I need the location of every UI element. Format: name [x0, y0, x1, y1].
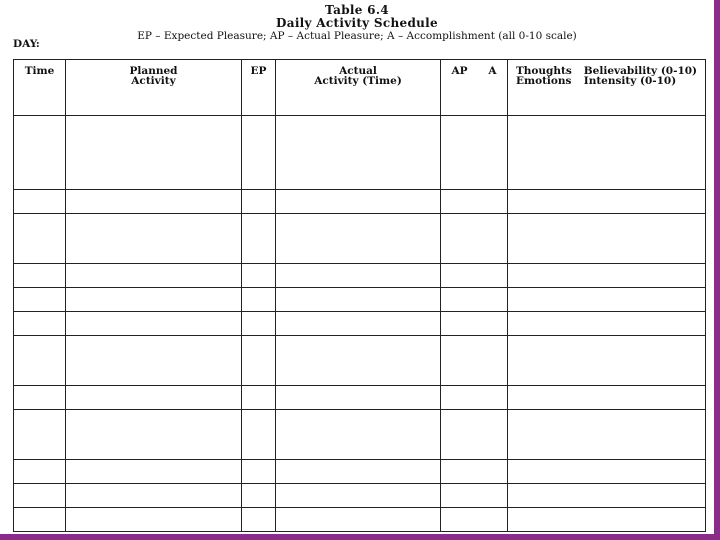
ap-a-cell	[441, 410, 508, 460]
planned-activity-cell	[66, 484, 242, 508]
time-cell	[14, 410, 66, 460]
schedule-row	[14, 214, 706, 264]
believability-header-label: Believability (0-10)	[583, 65, 698, 77]
schedule-row	[14, 190, 706, 214]
time-cell	[14, 214, 66, 264]
table-title: Table 6.4	[325, 3, 389, 17]
actual-activity-cell	[276, 508, 441, 532]
planned-activity-column-header	[66, 60, 242, 116]
actual-activity-cell	[276, 116, 441, 190]
time-cell	[14, 116, 66, 190]
thoughts-cell	[508, 386, 706, 410]
ap-a-column-header	[441, 60, 508, 116]
time-cell	[14, 288, 66, 312]
planned-activity-cell	[66, 264, 242, 288]
ap-header-label: AP	[451, 65, 468, 77]
ap-a-cell	[441, 460, 508, 484]
planned-activity-cell	[66, 460, 242, 484]
actual-activity-cell	[276, 264, 441, 288]
actual-activity-cell	[276, 214, 441, 264]
schedule-row	[14, 386, 706, 410]
actual-activity-cell	[276, 288, 441, 312]
actual-activity-cell	[276, 460, 441, 484]
activity-schedule-table	[13, 59, 706, 532]
actual-activity-cell	[276, 386, 441, 410]
thoughts-column-header	[508, 60, 706, 116]
ap-a-cell	[441, 484, 508, 508]
planned-header-line2: Activity	[131, 75, 176, 87]
ap-a-cell	[441, 214, 508, 264]
thoughts-header-label: Thoughts	[515, 65, 572, 77]
time-cell	[14, 484, 66, 508]
actual-activity-cell	[276, 484, 441, 508]
schedule-title: Daily Activity Schedule	[276, 16, 438, 30]
time-cell	[14, 312, 66, 336]
schedule-row	[14, 410, 706, 460]
scale-legend: EP – Expected Pleasure; AP – Actual Pleasure; A – Accomplishment (all 0-10 scale)	[137, 30, 577, 42]
ap-a-cell	[441, 312, 508, 336]
schedule-row	[14, 508, 706, 532]
time-cell	[14, 190, 66, 214]
planned-activity-cell	[66, 214, 242, 264]
emotions-header-label: Emotions	[515, 75, 572, 87]
ap-a-cell	[441, 190, 508, 214]
schedule-row	[14, 460, 706, 484]
thoughts-cell	[508, 288, 706, 312]
thoughts-cell	[508, 264, 706, 288]
planned-activity-cell	[66, 288, 242, 312]
ap-a-cell	[441, 508, 508, 532]
planned-activity-cell	[66, 410, 242, 460]
actual-activity-cell	[276, 312, 441, 336]
schedule-row	[14, 288, 706, 312]
time-cell	[14, 386, 66, 410]
header-row	[14, 60, 706, 116]
actual-activity-cell	[276, 336, 441, 386]
thoughts-cell	[508, 484, 706, 508]
thoughts-cell	[508, 460, 706, 484]
actual-activity-cell	[276, 410, 441, 460]
planned-activity-cell	[66, 508, 242, 532]
ep-cell	[242, 460, 276, 484]
ap-a-cell	[441, 264, 508, 288]
planned-activity-cell	[66, 116, 242, 190]
time-cell	[14, 264, 66, 288]
ep-cell	[242, 312, 276, 336]
ep-column-header	[242, 60, 276, 116]
actual-activity-column-header	[276, 60, 441, 116]
thoughts-cell	[508, 214, 706, 264]
ep-cell	[242, 288, 276, 312]
thoughts-cell	[508, 410, 706, 460]
ep-cell	[242, 336, 276, 386]
planned-header-line1: Planned	[129, 65, 178, 77]
ep-cell	[242, 410, 276, 460]
thoughts-cell	[508, 336, 706, 386]
ep-cell	[242, 264, 276, 288]
schedule-body	[14, 116, 706, 532]
ep-cell	[242, 214, 276, 264]
thoughts-cell	[508, 312, 706, 336]
schedule-row	[14, 484, 706, 508]
time-cell	[14, 460, 66, 484]
schedule-row	[14, 264, 706, 288]
planned-activity-cell	[66, 190, 242, 214]
ap-a-cell	[441, 386, 508, 410]
time-cell	[14, 336, 66, 386]
actual-header-line2: Activity (Time)	[314, 75, 402, 87]
title-block	[0, 4, 714, 42]
thoughts-cell	[508, 116, 706, 190]
planned-activity-cell	[66, 336, 242, 386]
time-column-header	[14, 60, 66, 116]
ap-a-cell	[441, 336, 508, 386]
ep-cell	[242, 116, 276, 190]
schedule-row	[14, 116, 706, 190]
ap-a-cell	[441, 116, 508, 190]
day-label: DAY:	[13, 38, 40, 50]
ep-header-label: EP	[250, 65, 267, 77]
ep-cell	[242, 508, 276, 532]
planned-activity-cell	[66, 386, 242, 410]
ep-cell	[242, 190, 276, 214]
time-header-label: Time	[24, 65, 55, 77]
planned-activity-cell	[66, 312, 242, 336]
time-cell	[14, 508, 66, 532]
actual-activity-cell	[276, 190, 441, 214]
schedule-row	[14, 336, 706, 386]
ep-cell	[242, 484, 276, 508]
ep-cell	[242, 386, 276, 410]
thoughts-cell	[508, 508, 706, 532]
intensity-header-label: Intensity (0-10)	[583, 75, 677, 87]
a-header-label: A	[488, 65, 497, 77]
ap-a-cell	[441, 288, 508, 312]
actual-header-line1: Actual	[339, 65, 377, 77]
thoughts-cell	[508, 190, 706, 214]
schedule-row	[14, 312, 706, 336]
